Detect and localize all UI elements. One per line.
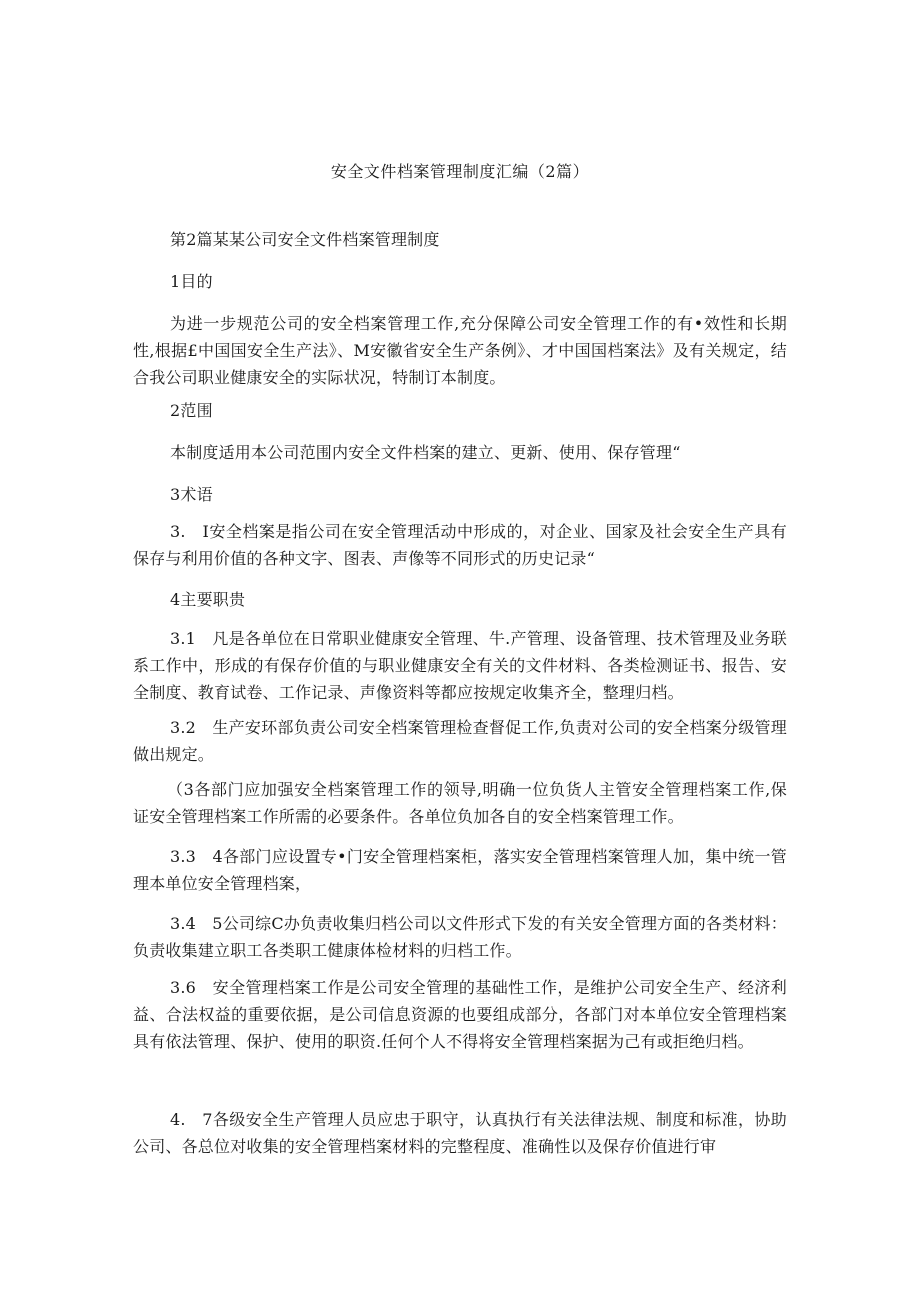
paragraph-duty-3-4: 3.4 5公司综C办负责收集归档公司以文件形式下发的有关安全管理方面的各类材料：负责收集建立职工各类职工健康体检材料的归档工作。 bbox=[133, 914, 787, 960]
section-heading-scope: 2范围 bbox=[170, 401, 213, 420]
paragraph-duty-3-1: 3.1 凡是各单位在日常职业健康安全管理、牛.产管理、设备管理、技术管理及业务联系工作中，形成的有保存价值的与职业健康安全有关的文件材料、各类检测证书、报告、安全制度、教育试卷、工作记录、声像资料等都应按规定收集齐全，整理归档。 bbox=[133, 629, 787, 702]
paragraph-scope: 本制度适用本公司范围内安全文件档案的建立、更新、使用、保存管理“ bbox=[170, 443, 681, 462]
document-title: 安全文件档案管理制度汇编（2篇） bbox=[330, 162, 590, 181]
paragraph-duty-3-3: 3.3 4各部门应设置专•门安全管理档案柜，落实安全管理档案管理人加，集中统一管理本单位安全管理档案， bbox=[133, 847, 787, 893]
section-heading-purpose: 1目的 bbox=[170, 272, 213, 291]
paragraph-duty-3: （3各部门应加强安全档案管理工作的领导,明确一位负货人主管安全管理档案工作,保证安全管理档案工作所需的必要条件。各单位负加各自的安全档案管理工作。 bbox=[133, 780, 787, 826]
paragraph-term-definition: 3. I安全档案是指公司在安全管理活动中形成的，对企业、国家及社会安全生产具有保存与利用价值的各种文字、图表、声像等不同形式的历史记录“ bbox=[133, 522, 787, 568]
paragraph-duty-3-2: 3.2 生产安环部负责公司安全档案管理检查督促工作,负责对公司的安全档案分级管理做出规定。 bbox=[133, 718, 787, 764]
section-heading-part2: 第2篇某某公司安全文件档案管理制度 bbox=[170, 230, 440, 249]
paragraph-purpose: 为进一步规范公司的安全档案管理工作,充分保障公司安全管理工作的有•效性和长期性,根据£中国国安全生产法》、M安徽省安全生产条例》、才中国国档案法》及有关规定，结合我公司职业健康安全的实际状况，特制订本制度。 bbox=[133, 314, 787, 387]
section-heading-duties: 4主要职贵 bbox=[170, 590, 246, 609]
paragraph-duty-3-6: 3.6 安全管理档案工作是公司安全管理的基础性工作，是维护公司安全生产、经济利益、合法权益的重要依据，是公司信息资源的也要组成部分，各部门对本单位安全管理档案具有依法管理、保护、使用的职资.任何个人不得将安全管理档案据为己有或拒绝归档。 bbox=[133, 978, 787, 1051]
paragraph-duty-4: 4. 7各级安全生产管理人员应忠于职守，认真执行有关法律法规、制度和标准，协助公司、各总位对收集的安全管理档案材料的完整程度、准确性以及保存价值进行审 bbox=[133, 1110, 787, 1156]
section-heading-terms: 3术语 bbox=[170, 485, 213, 504]
